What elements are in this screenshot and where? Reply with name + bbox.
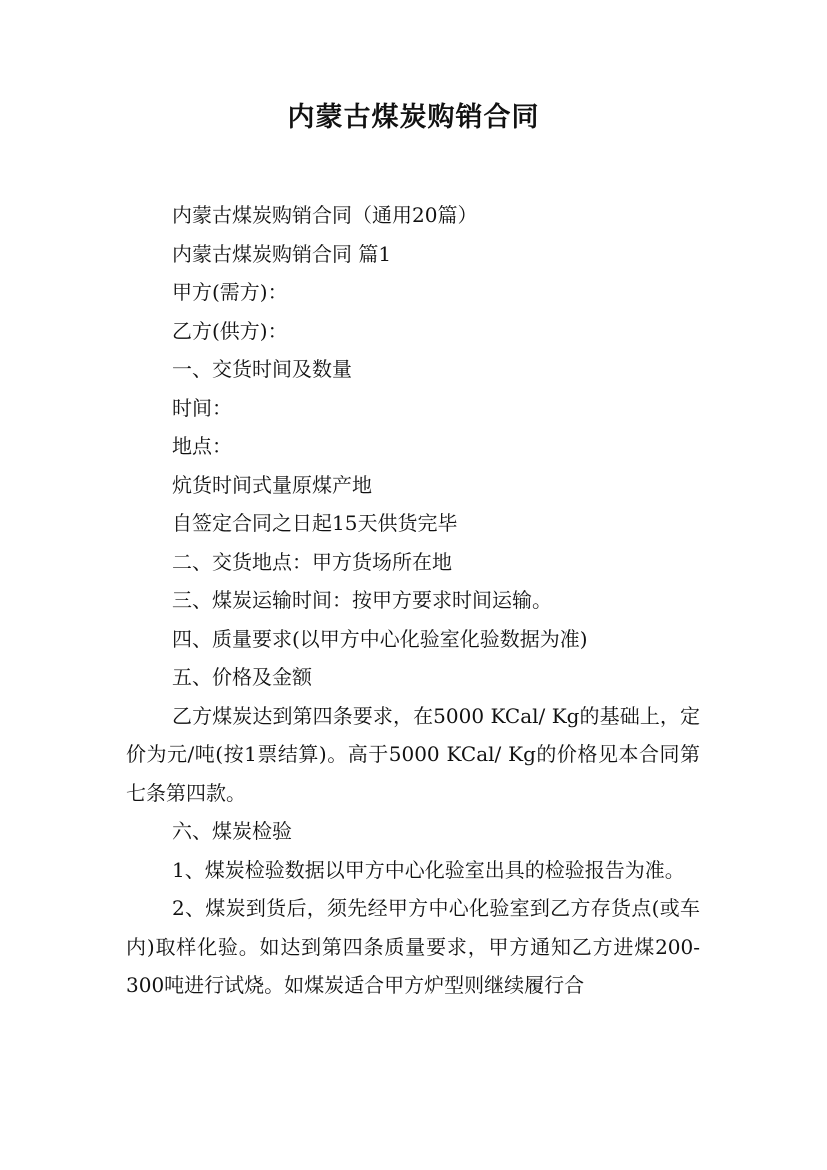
section-delivery-place: 二、交货地点：甲方货场所在地 — [172, 549, 452, 574]
chapter-heading: 内蒙古煤炭购销合同 篇1 — [172, 241, 392, 266]
price-paragraph: 乙方煤炭达到第四条要求，在5000 KCal/ Kg的基础上，定价为元/吨(按1票结算)。高于5000 KCal/ Kg的价格见本合同第七条第四款。 — [126, 703, 700, 805]
time-line: 时间： — [172, 395, 232, 420]
section-inspection: 六、煤炭检验 — [172, 819, 292, 843]
subtitle-line: 内蒙古煤炭购销合同（通用20篇） — [172, 203, 478, 227]
section-price: 五、价格及金额 — [172, 665, 312, 689]
supply-period-line: 自签定合同之日起15天供货完毕 — [172, 511, 458, 535]
section-quality: 四、质量要求(以甲方中心化验室化验数据为准) — [172, 626, 588, 651]
document-title: 内蒙古煤炭购销合同 — [287, 102, 540, 133]
section-transport: 三、煤炭运输时间：按甲方要求时间运输。 — [172, 588, 552, 612]
section-delivery-time: 一、交货时间及数量 — [172, 357, 352, 381]
party-a-line: 甲方(需方)： — [172, 280, 288, 304]
inspection-paragraph-2: 2、煤炭到货后，须先经甲方中心化验室到乙方存货点(或车内)取样化验。如达到第四条质量要求，甲方通知乙方进煤200-300吨进行试烧。如煤炭适合甲方炉型则继续履行合 — [126, 896, 700, 997]
document-body — [126, 196, 700, 1005]
place-line: 地点： — [172, 434, 232, 458]
inspection-paragraph-1: 1、煤炭检验数据以甲方中心化验室出具的检验报告为准。 — [172, 857, 685, 882]
party-b-line: 乙方(供方)： — [172, 318, 288, 343]
delivery-detail-line: 炕货时间式量原煤产地 — [172, 472, 372, 497]
